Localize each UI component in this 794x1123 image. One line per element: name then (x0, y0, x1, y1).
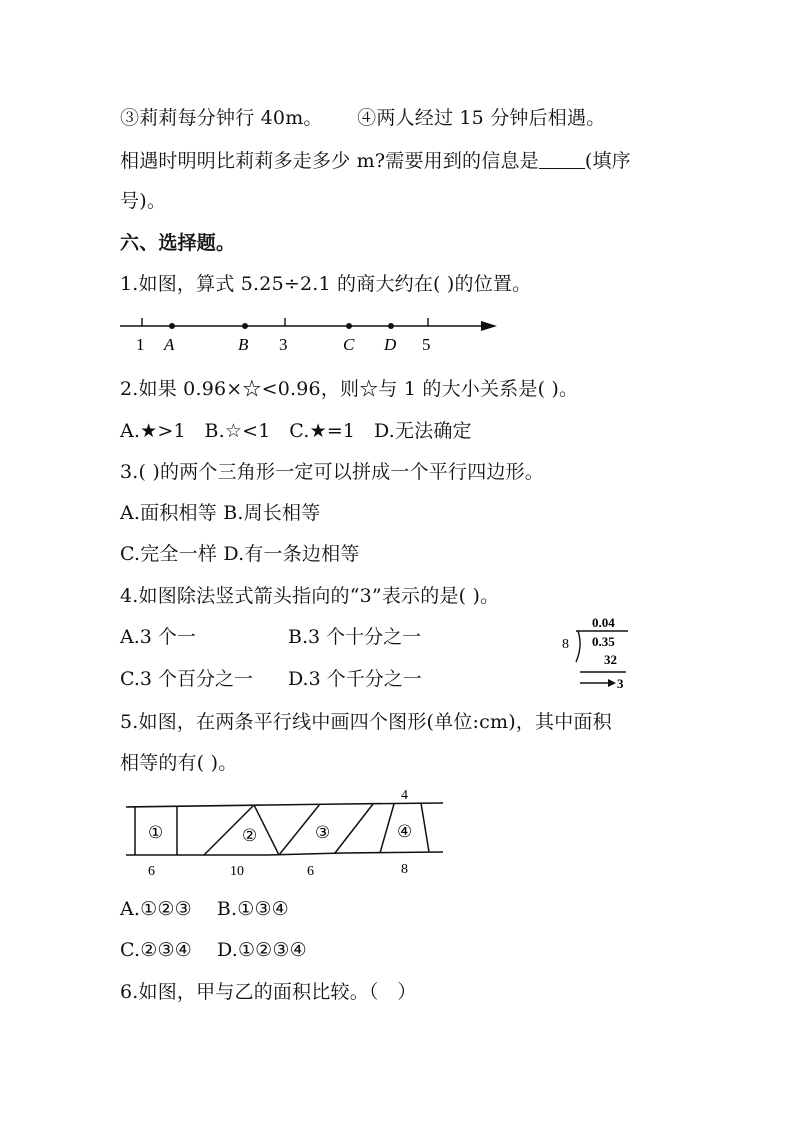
point-a (169, 323, 175, 329)
division-product: 32 (604, 652, 617, 667)
info-line-3-4 (120, 106, 605, 130)
top-parallel-line (126, 803, 443, 807)
dim-bottom-10: 10 (230, 864, 244, 879)
point-b (242, 323, 248, 329)
shape-label-2: ② (242, 826, 258, 845)
q4-option-a[interactable]: A.3 个一 (120, 626, 196, 648)
point-label-d: D (384, 335, 397, 354)
q4-long-division (556, 612, 640, 692)
shape-label-3: ③ (315, 823, 331, 842)
point-label-c: C (343, 335, 355, 354)
q2-options[interactable]: A.★>1 B.☆<1 C.★=1 D.无法确定 (120, 420, 472, 442)
shape-3-right-edge (335, 804, 373, 853)
shape-2-right-edge (254, 805, 279, 855)
q5-text-2: 相等的有( )。 (120, 752, 238, 774)
shape-label-4: ④ (397, 822, 413, 841)
shape-4-left-edge (380, 804, 394, 853)
q5-options-ab[interactable]: A.①②③ B.①③④ (120, 898, 289, 920)
tick-label-5: 5 (422, 335, 431, 354)
tick-label-1: 1 (136, 335, 145, 354)
q4-option-b[interactable]: B.3 个十分之一 (288, 626, 422, 648)
q4-text: 4.如图除法竖式箭头指向的“3”表示的是( )。 (120, 585, 500, 607)
point-label-a: A (164, 335, 175, 354)
q4-option-c[interactable]: C.3 个百分之一 (120, 668, 254, 690)
dim-bottom-6b: 6 (307, 864, 314, 879)
division-quotient: 0.04 (592, 615, 615, 630)
point-c (346, 323, 352, 329)
remainder-arrow-icon (608, 679, 616, 687)
q3-options-cd[interactable]: C.完全一样 D.有一条边相等 (120, 543, 360, 565)
point-d (388, 323, 394, 329)
number-line-arrow (481, 321, 497, 331)
dim-bottom-6a: 6 (148, 864, 155, 879)
q1-number-line (115, 312, 505, 356)
division-bracket (576, 631, 580, 662)
question-line-end: 号)。 (120, 190, 167, 212)
bottom-parallel-line (126, 852, 443, 855)
q5-text-1: 5.如图，在两条平行线中画四个图形(单位:cm)，其中面积 (120, 711, 612, 733)
info-3: ③莉莉每分钟行 40m。 (120, 107, 323, 129)
dim-top-4: 4 (401, 788, 408, 803)
section-title: 六、选择题。 (120, 232, 236, 254)
point-label-b: B (238, 335, 249, 354)
shape-3-left-edge (279, 804, 320, 855)
question-line: 相遇时明明比莉莉多走多少 m?需要用到的信息是 (填序 (120, 150, 631, 172)
q6-text: 6.如图，甲与乙的面积比较。（ ） (120, 981, 417, 1003)
answer-blank[interactable] (539, 148, 585, 169)
shape-label-1: ① (148, 823, 164, 842)
division-divisor: 8 (562, 637, 569, 652)
tick-label-3: 3 (279, 335, 288, 354)
division-remainder: 3 (617, 676, 624, 691)
q1-text: 1.如图，算式 5.25÷2.1 的商大约在( )的位置。 (120, 273, 532, 295)
q4-option-d[interactable]: D.3 个千分之一 (288, 668, 422, 690)
q5-options-cd[interactable]: C.②③④ D.①②③④ (120, 939, 307, 961)
q2-text: 2.如果 0.96×☆<0.96，则☆与 1 的大小关系是( )。 (120, 378, 579, 400)
q3-options-ab[interactable]: A.面积相等 B.周长相等 (120, 502, 321, 524)
dim-bottom-8: 8 (401, 862, 408, 877)
info-4: ④两人经过 15 分钟后相遇。 (357, 107, 606, 129)
division-dividend: 0.35 (592, 634, 615, 649)
q5-shapes-figure (118, 786, 448, 882)
shape-4-right-edge (421, 803, 429, 852)
q3-text: 3.( )的两个三角形一定可以拼成一个平行四边形。 (120, 461, 544, 483)
